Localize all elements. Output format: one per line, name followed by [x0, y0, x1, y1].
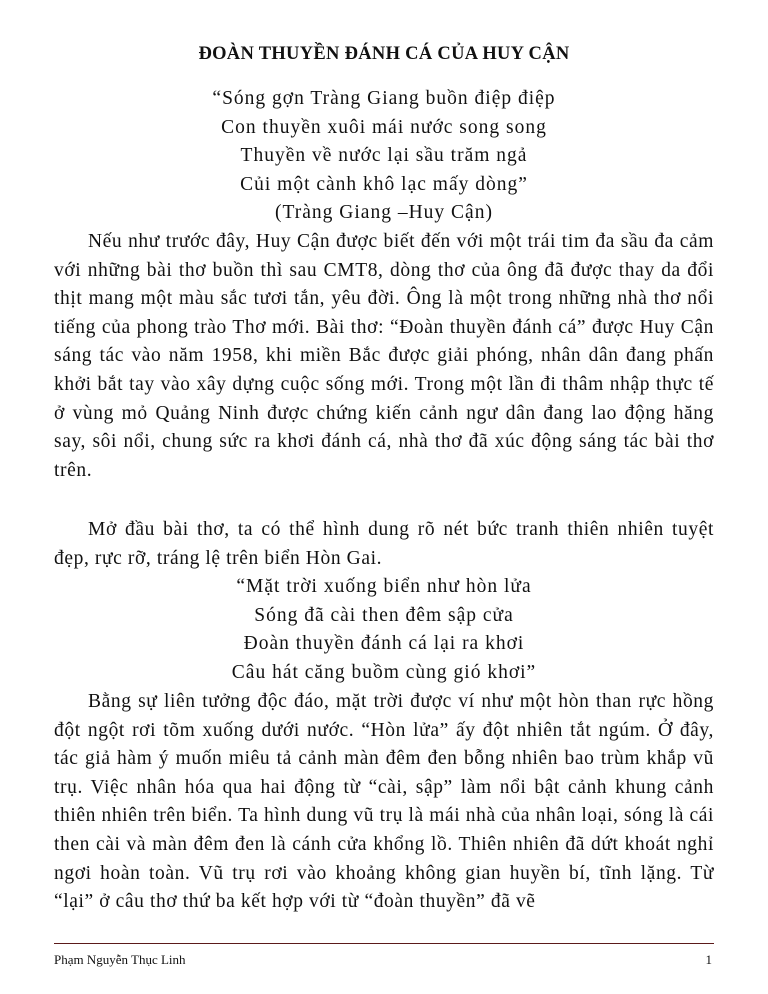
- document-title: ĐOÀN THUYỀN ĐÁNH CÁ CỦA HUY CẬN: [198, 44, 570, 64]
- body-paragraph: Mở đầu bài thơ, ta có thể hình dung rõ nét bức tranh thiên nhiên tuyệt đẹp, rực rỡ, tráng lệ trên biển Hòn Gai.: [54, 519, 714, 569]
- footer-author: Phạm Nguyễn Thục Linh: [54, 952, 186, 967]
- poem-citation: (Tràng Giang –Huy Cận): [275, 202, 493, 224]
- body-paragraph: Nếu như trước đây, Huy Cận được biết đến với một trái tim đa sầu đa cảm với những bài thơ buồn thì sau CMT8, dòng thơ của ông đã được thay da đổi thịt mang một màu sắc tươi tắn, yêu đời. Ông là một trong những nhà thơ nổi tiếng của phong trào Thơ mới. Bài thơ: “Đoàn thuyền đánh cá” được Huy Cận sáng tác vào năm 1958, khi miền Bắc được giải phóng, nhân dân đang phấn khởi bắt tay vào xây dựng cuộc sống mới. Trong một lần đi thâm nhập thực tế ở vùng mỏ Quảng Ninh được chứng kiến cảnh ngư dân đang lao động hăng say, sôi nổi, chung sức ra khơi đánh cá, nhà thơ đã xúc động sáng tác bài thơ trên.: [54, 231, 714, 481]
- poem-excerpt-doan-thuyen: [0, 573, 768, 687]
- poem-line: Con thuyền xuôi mái nước song song: [221, 116, 547, 138]
- page-number: 1: [705, 952, 712, 967]
- poem-line: Thuyền về nước lại sầu trăm ngả: [240, 145, 528, 167]
- poem-line: “Mặt trời xuống biển như hòn lửa: [236, 576, 532, 597]
- body-paragraph: Bằng sự liên tưởng độc đáo, mặt trời được ví như một hòn than rực hồng đột ngột rơi tõm xuống dưới nước. “Hòn lửa” ấy đột nhiên tắt ngúm. Ở đây, tác giả hàm ý muốn miêu tả cảnh màn đêm đen bỗng nhiên bao trùm khắp vũ trụ. Việc nhân hóa qua hai động từ “cài, sập” làm nổi bật cảnh khung cảnh thiên nhiên trên biển. Ta hình dung vũ trụ là mái nhà của nhân loại, sóng là cái then cài và màn đêm đen là cánh cửa khổng lồ. Thiên nhiên đã dứt khoát nghỉ ngơi hoàn toàn. Vũ trụ rơi vào khoảng không gian huyền bí, tĩnh lặng. Từ “lại” ở câu thơ thứ ba kết hợp với từ “đoàn thuyền” đã vẽ: [54, 691, 714, 913]
- poem-line: “Sóng gợn Tràng Giang buồn điệp điệp: [212, 88, 556, 109]
- poem-line: Củi một cành khô lạc mấy dòng”: [240, 173, 528, 195]
- footer-divider: [54, 943, 714, 944]
- poem-line: Đoàn thuyền đánh cá lại ra khơi: [243, 633, 525, 655]
- poem-excerpt-trang-giang: [0, 85, 768, 228]
- poem-line: Sóng đã cài then đêm sập cửa: [254, 604, 514, 626]
- poem-line: Câu hát căng buồm cùng gió khơi”: [231, 661, 537, 683]
